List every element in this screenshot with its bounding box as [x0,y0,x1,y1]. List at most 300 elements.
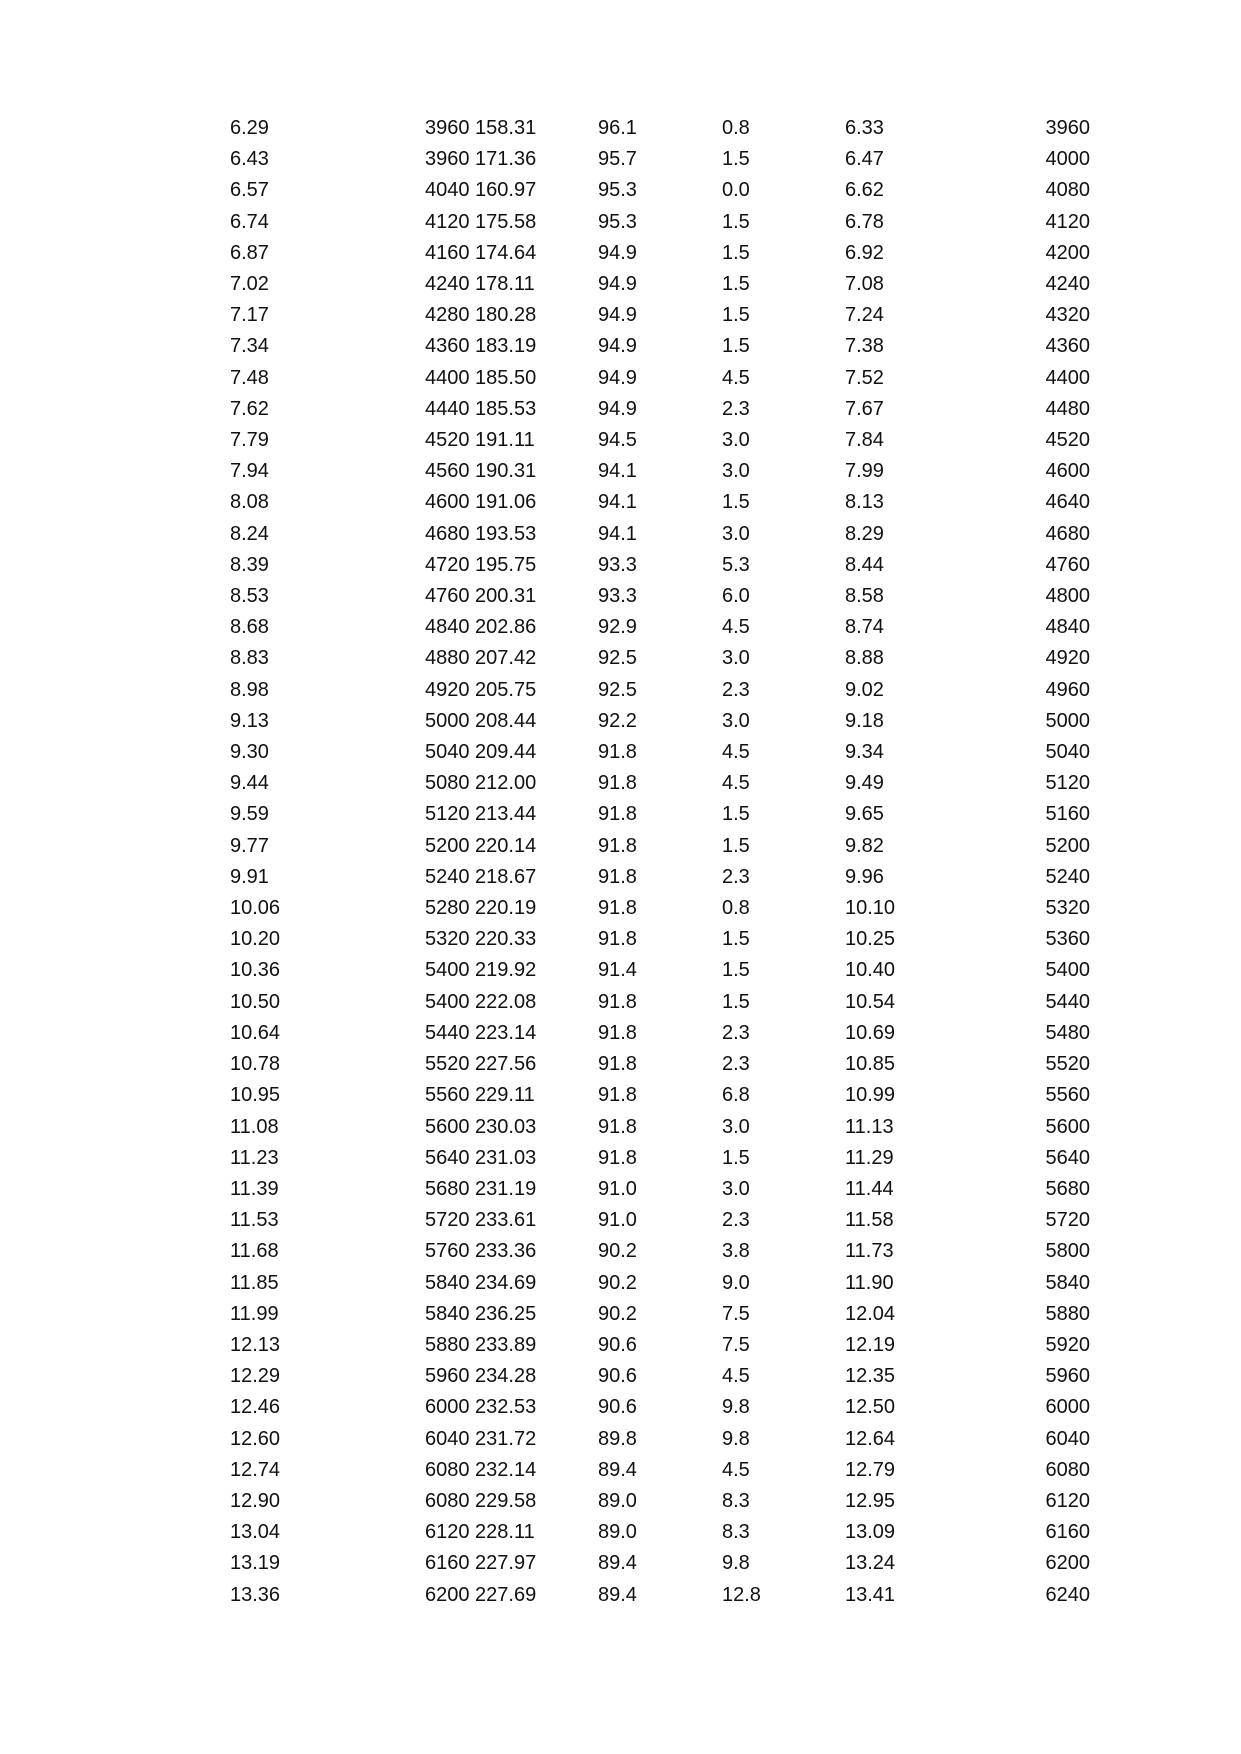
table-cell: 4240 178.11 [425,273,535,296]
table-cell: 4840 [1045,616,1090,639]
table-cell: 12.90 [230,1489,281,1512]
table-cell: 3.8 [722,1240,750,1263]
table-cell: 3.0 [722,460,750,483]
table-cell: 7.48 [230,366,269,389]
table-cell: 10.10 [845,897,896,920]
table-cell: 4840 202.86 [425,616,537,639]
table-cell: 6.92 [845,241,884,264]
table-cell: 8.08 [230,491,269,514]
table-cell: 89.4 [598,1583,637,1606]
table-cell: 1.5 [722,273,750,296]
table-cell: 4200 [1045,241,1090,264]
table-row [230,1486,1090,1517]
table-cell: 4520 [1045,429,1090,452]
table-cell: 2.3 [722,865,750,888]
table-cell: 91.8 [598,897,637,920]
table-cell: 5680 231.19 [425,1177,537,1200]
table-cell: 7.5 [722,1333,750,1356]
table-row [230,612,1090,643]
table-row [230,1174,1090,1205]
table-cell: 94.9 [598,273,637,296]
table-cell: 8.88 [845,647,884,670]
table-row [230,1049,1090,1080]
table-row [230,1330,1090,1361]
table-row [230,1299,1090,1330]
table-cell: 91.8 [598,772,637,795]
table-cell: 93.3 [598,553,637,576]
table-cell: 89.4 [598,1552,637,1575]
table-cell: 11.44 [845,1177,894,1200]
table-cell: 6240 [1045,1583,1090,1606]
table-cell: 9.8 [722,1427,750,1450]
table-cell: 4.5 [722,741,750,764]
table-cell: 5680 [1045,1177,1090,1200]
table-cell: 8.3 [722,1521,750,1544]
table-cell: 1.5 [722,335,750,358]
table-cell: 9.77 [230,834,269,857]
table-cell: 6120 [1045,1489,1090,1512]
table-row [230,1424,1090,1455]
table-cell: 4360 183.19 [425,335,537,358]
table-cell: 11.39 [230,1177,279,1200]
table-cell: 13.09 [845,1521,896,1544]
table-cell: 12.8 [722,1583,761,1606]
table-cell: 11.13 [845,1115,894,1138]
table-cell: 10.78 [230,1053,281,1076]
table-row [230,207,1090,238]
table-cell: 9.34 [845,741,884,764]
table-cell: 5120 213.44 [425,803,537,826]
table-cell: 6040 [1045,1427,1090,1450]
table-cell: 4760 [1045,553,1090,576]
table-cell: 3960 158.31 [425,117,537,139]
table-cell: 4280 180.28 [425,304,537,327]
table-cell: 1.5 [722,959,750,982]
table-cell: 10.06 [230,897,281,920]
table-cell: 92.9 [598,616,637,639]
table-cell: 10.20 [230,928,281,951]
table-cell: 4600 [1045,460,1090,483]
table-cell: 4640 [1045,491,1090,514]
table-cell: 9.02 [845,678,884,701]
table-cell: 11.58 [845,1209,894,1232]
table-cell: 9.13 [230,709,269,732]
table-cell: 11.85 [230,1271,279,1294]
table-cell: 95.3 [598,210,637,233]
table-cell: 94.9 [598,335,637,358]
table-cell: 7.67 [845,397,884,420]
table-cell: 4440 185.53 [425,397,537,420]
table-cell: 5360 [1045,928,1090,951]
table-row [230,1580,1090,1611]
table-cell: 5280 220.19 [425,897,537,920]
table-cell: 4320 [1045,304,1090,327]
table-cell: 5240 218.67 [425,865,537,888]
table-cell: 90.6 [598,1365,637,1388]
table-cell: 95.3 [598,179,637,202]
table-cell: 5960 [1045,1365,1090,1388]
table-row [230,643,1090,674]
table-cell: 8.39 [230,553,269,576]
table-cell: 1.5 [722,148,750,171]
table-row [230,675,1090,706]
table-row [230,238,1090,269]
table-cell: 6000 [1045,1396,1090,1419]
table-cell: 5120 [1045,772,1090,795]
table-cell: 9.8 [722,1552,750,1575]
table-cell: 9.44 [230,772,269,795]
table-row [230,331,1090,362]
table-cell: 5720 [1045,1209,1090,1232]
table-cell: 89.0 [598,1489,637,1512]
table-cell: 2.3 [722,1053,750,1076]
table-cell: 8.29 [845,522,884,545]
table-cell: 5440 [1045,990,1090,1013]
table-cell: 4800 [1045,585,1090,608]
table-row [230,363,1090,394]
table-cell: 91.8 [598,990,637,1013]
table-cell: 91.8 [598,1053,637,1076]
table-cell: 7.52 [845,366,884,389]
table-row [230,737,1090,768]
table-cell: 4.5 [722,772,750,795]
table-row [230,1112,1090,1143]
table-cell: 4120 [1045,210,1090,233]
table-cell: 91.8 [598,865,637,888]
table-cell: 11.23 [230,1146,279,1169]
table-cell: 8.3 [722,1489,750,1512]
table-cell: 1.5 [722,834,750,857]
table-cell: 6160 [1045,1521,1090,1544]
table-row [230,1143,1090,1174]
table-cell: 9.91 [230,865,269,888]
table-cell: 5760 233.36 [425,1240,537,1263]
table-cell: 91.8 [598,928,637,951]
table-cell: 5000 208.44 [425,709,537,732]
table-row [230,1080,1090,1111]
table-cell: 4.5 [722,366,750,389]
table-cell: 9.96 [845,865,884,888]
table-cell: 9.82 [845,834,884,857]
table-row [230,1548,1090,1579]
table-cell: 12.04 [845,1302,896,1325]
table-cell: 4000 [1045,148,1090,171]
table-cell: 6.74 [230,210,269,233]
table-cell: 5440 223.14 [425,1021,537,1044]
table-cell: 92.5 [598,678,637,701]
table-cell: 3960 [1045,117,1090,139]
table-cell: 6200 227.69 [425,1583,537,1606]
table-cell: 4680 [1045,522,1090,545]
table-cell: 12.60 [230,1427,281,1450]
table-cell: 91.8 [598,1021,637,1044]
table-cell: 90.6 [598,1396,637,1419]
table-cell: 7.17 [230,304,269,327]
table-row [230,1268,1090,1299]
table-cell: 9.65 [845,803,884,826]
table-cell: 6.29 [230,117,269,139]
table-cell: 91.0 [598,1209,637,1232]
table-row [230,987,1090,1018]
table-cell: 7.34 [230,335,269,358]
table-cell: 5840 [1045,1271,1090,1294]
table-cell: 6080 [1045,1458,1090,1481]
table-row [230,1392,1090,1423]
table-cell: 7.79 [230,429,269,452]
table-cell: 8.74 [845,616,884,639]
table-cell: 91.8 [598,1115,637,1138]
table-cell: 5200 [1045,834,1090,857]
table-row [230,519,1090,550]
table-cell: 4920 205.75 [425,678,537,701]
table-cell: 10.54 [845,990,896,1013]
table-cell: 4240 [1045,273,1090,296]
table-row [230,862,1090,893]
table-cell: 5960 234.28 [425,1365,537,1388]
table-row [230,113,1090,144]
table-cell: 3.0 [722,709,750,732]
table-cell: 11.08 [230,1115,279,1138]
table-cell: 6.62 [845,179,884,202]
table-row [230,425,1090,456]
table-cell: 10.69 [845,1021,896,1044]
table-cell: 10.85 [845,1053,896,1076]
table-row [230,1236,1090,1267]
table-cell: 5400 [1045,959,1090,982]
table-cell: 4880 207.42 [425,647,537,670]
table-cell: 6.87 [230,241,269,264]
table-cell: 94.9 [598,241,637,264]
table-row [230,768,1090,799]
table-cell: 12.46 [230,1396,281,1419]
table-cell: 3960 171.36 [425,148,537,171]
table-cell: 7.5 [722,1302,750,1325]
table-cell: 93.3 [598,585,637,608]
table-cell: 91.4 [598,959,637,982]
table-cell: 5480 [1045,1021,1090,1044]
table-cell: 92.5 [598,647,637,670]
table-cell: 7.84 [845,429,884,452]
table-row [230,1205,1090,1236]
table-cell: 10.40 [845,959,896,982]
table-row [230,706,1090,737]
table-cell: 5520 [1045,1053,1090,1076]
table-cell: 5240 [1045,865,1090,888]
table-cell: 5320 220.33 [425,928,537,951]
table-cell: 3.0 [722,647,750,670]
table-cell: 6120 228.11 [425,1521,535,1544]
table-cell: 4.5 [722,1458,750,1481]
table-cell: 13.04 [230,1521,281,1544]
table-cell: 91.8 [598,1146,637,1169]
table-cell: 11.90 [845,1271,894,1294]
table-row [230,955,1090,986]
table-cell: 5880 [1045,1302,1090,1325]
table-cell: 8.53 [230,585,269,608]
table-cell: 7.94 [230,460,269,483]
table-cell: 5560 [1045,1084,1090,1107]
table-cell: 6.78 [845,210,884,233]
table-cell: 1.5 [722,1146,750,1169]
table-cell: 90.6 [598,1333,637,1356]
table-cell: 1.5 [722,803,750,826]
table-cell: 3.0 [722,429,750,452]
table-cell: 5400 219.92 [425,959,537,982]
table-cell: 95.7 [598,148,637,171]
table-cell: 5720 233.61 [425,1209,537,1232]
table-cell: 5800 [1045,1240,1090,1263]
table-cell: 7.08 [845,273,884,296]
table-cell: 8.58 [845,585,884,608]
table-cell: 9.30 [230,741,269,764]
table-row [230,1455,1090,1486]
table-cell: 5200 220.14 [425,834,537,857]
table-cell: 4120 175.58 [425,210,537,233]
table-cell: 5400 222.08 [425,990,537,1013]
table-cell: 4600 191.06 [425,491,537,514]
table-cell: 12.74 [230,1458,281,1481]
table-cell: 7.99 [845,460,884,483]
table-cell: 7.24 [845,304,884,327]
table-cell: 4360 [1045,335,1090,358]
table-cell: 91.0 [598,1177,637,1200]
table-cell: 5080 212.00 [425,772,537,795]
table-cell: 5520 227.56 [425,1053,537,1076]
table-row [230,394,1090,425]
table-row [230,1517,1090,1548]
table-cell: 90.2 [598,1302,637,1325]
table-row [230,144,1090,175]
table-cell: 12.13 [230,1333,281,1356]
table-cell: 1.5 [722,990,750,1013]
table-cell: 5600 [1045,1115,1090,1138]
table-cell: 96.1 [598,117,637,139]
table-row [230,550,1090,581]
table-cell: 1.5 [722,928,750,951]
table-cell: 94.1 [598,522,637,545]
table-cell: 6.0 [722,585,750,608]
table-cell: 5320 [1045,897,1090,920]
table-cell: 10.25 [845,928,896,951]
data-table [230,113,1090,1611]
table-cell: 94.1 [598,460,637,483]
table-cell: 10.95 [230,1084,281,1107]
table-cell: 12.35 [845,1365,896,1388]
table-cell: 94.9 [598,397,637,420]
table-cell: 4400 [1045,366,1090,389]
table-cell: 6.33 [845,117,884,139]
table-cell: 89.8 [598,1427,637,1450]
table-cell: 10.99 [845,1084,896,1107]
table-cell: 8.13 [845,491,884,514]
table-cell: 4040 160.97 [425,179,537,202]
table-row [230,487,1090,518]
table-cell: 5600 230.03 [425,1115,537,1138]
table-row [230,799,1090,830]
table-cell: 89.0 [598,1521,637,1544]
table-cell: 4400 185.50 [425,366,537,389]
table-cell: 4520 191.11 [425,429,535,452]
table-cell: 5040 209.44 [425,741,537,764]
table-cell: 1.5 [722,210,750,233]
table-cell: 4160 174.64 [425,241,537,264]
table-cell: 6.8 [722,1084,750,1107]
table-cell: 5000 [1045,709,1090,732]
table-cell: 9.49 [845,772,884,795]
table-cell: 5840 236.25 [425,1302,537,1325]
table-cell: 1.5 [722,491,750,514]
table-cell: 5920 [1045,1333,1090,1356]
table-cell: 94.1 [598,491,637,514]
table-cell: 5040 [1045,741,1090,764]
table-cell: 9.59 [230,803,269,826]
table-cell: 11.68 [230,1240,279,1263]
table-cell: 5840 234.69 [425,1271,537,1294]
table-cell: 2.3 [722,397,750,420]
table-cell: 3.0 [722,1177,750,1200]
table-row [230,893,1090,924]
table-cell: 6.57 [230,179,269,202]
table-cell: 7.38 [845,335,884,358]
table-cell: 6080 229.58 [425,1489,537,1512]
table-cell: 92.2 [598,709,637,732]
table-cell: 12.29 [230,1365,281,1388]
table-cell: 5160 [1045,803,1090,826]
table-cell: 11.73 [845,1240,894,1263]
table-cell: 90.2 [598,1240,637,1263]
table-cell: 5640 231.03 [425,1146,537,1169]
table-cell: 5560 229.11 [425,1084,535,1107]
table-cell: 4480 [1045,397,1090,420]
table-cell: 4080 [1045,179,1090,202]
table-row [230,269,1090,300]
table-cell: 1.5 [722,241,750,264]
table-cell: 5880 233.89 [425,1333,537,1356]
table-cell: 4680 193.53 [425,522,537,545]
table-cell: 4.5 [722,1365,750,1388]
table-cell: 94.9 [598,304,637,327]
table-cell: 6.43 [230,148,269,171]
table-cell: 89.4 [598,1458,637,1481]
table-cell: 8.98 [230,678,269,701]
table-cell: 9.8 [722,1396,750,1419]
table-row [230,924,1090,955]
table-cell: 13.41 [845,1583,896,1606]
table-cell: 91.8 [598,803,637,826]
table-cell: 1.5 [722,304,750,327]
table-cell: 11.53 [230,1209,279,1232]
table-cell: 9.0 [722,1271,750,1294]
table-cell: 90.2 [598,1271,637,1294]
table-cell: 91.8 [598,741,637,764]
table-cell: 94.5 [598,429,637,452]
table-cell: 0.0 [722,179,750,202]
table-cell: 4920 [1045,647,1090,670]
table-cell: 13.36 [230,1583,281,1606]
table-cell: 11.99 [230,1302,279,1325]
table-cell: 91.8 [598,834,637,857]
table-cell: 4960 [1045,678,1090,701]
table-cell: 12.19 [845,1333,896,1356]
table-row [230,175,1090,206]
table-cell: 3.0 [722,522,750,545]
table-cell: 2.3 [722,1209,750,1232]
table-row [230,831,1090,862]
table-cell: 2.3 [722,1021,750,1044]
table-cell: 6040 231.72 [425,1427,537,1450]
table-cell: 10.36 [230,959,281,982]
table-cell: 11.29 [845,1146,894,1169]
